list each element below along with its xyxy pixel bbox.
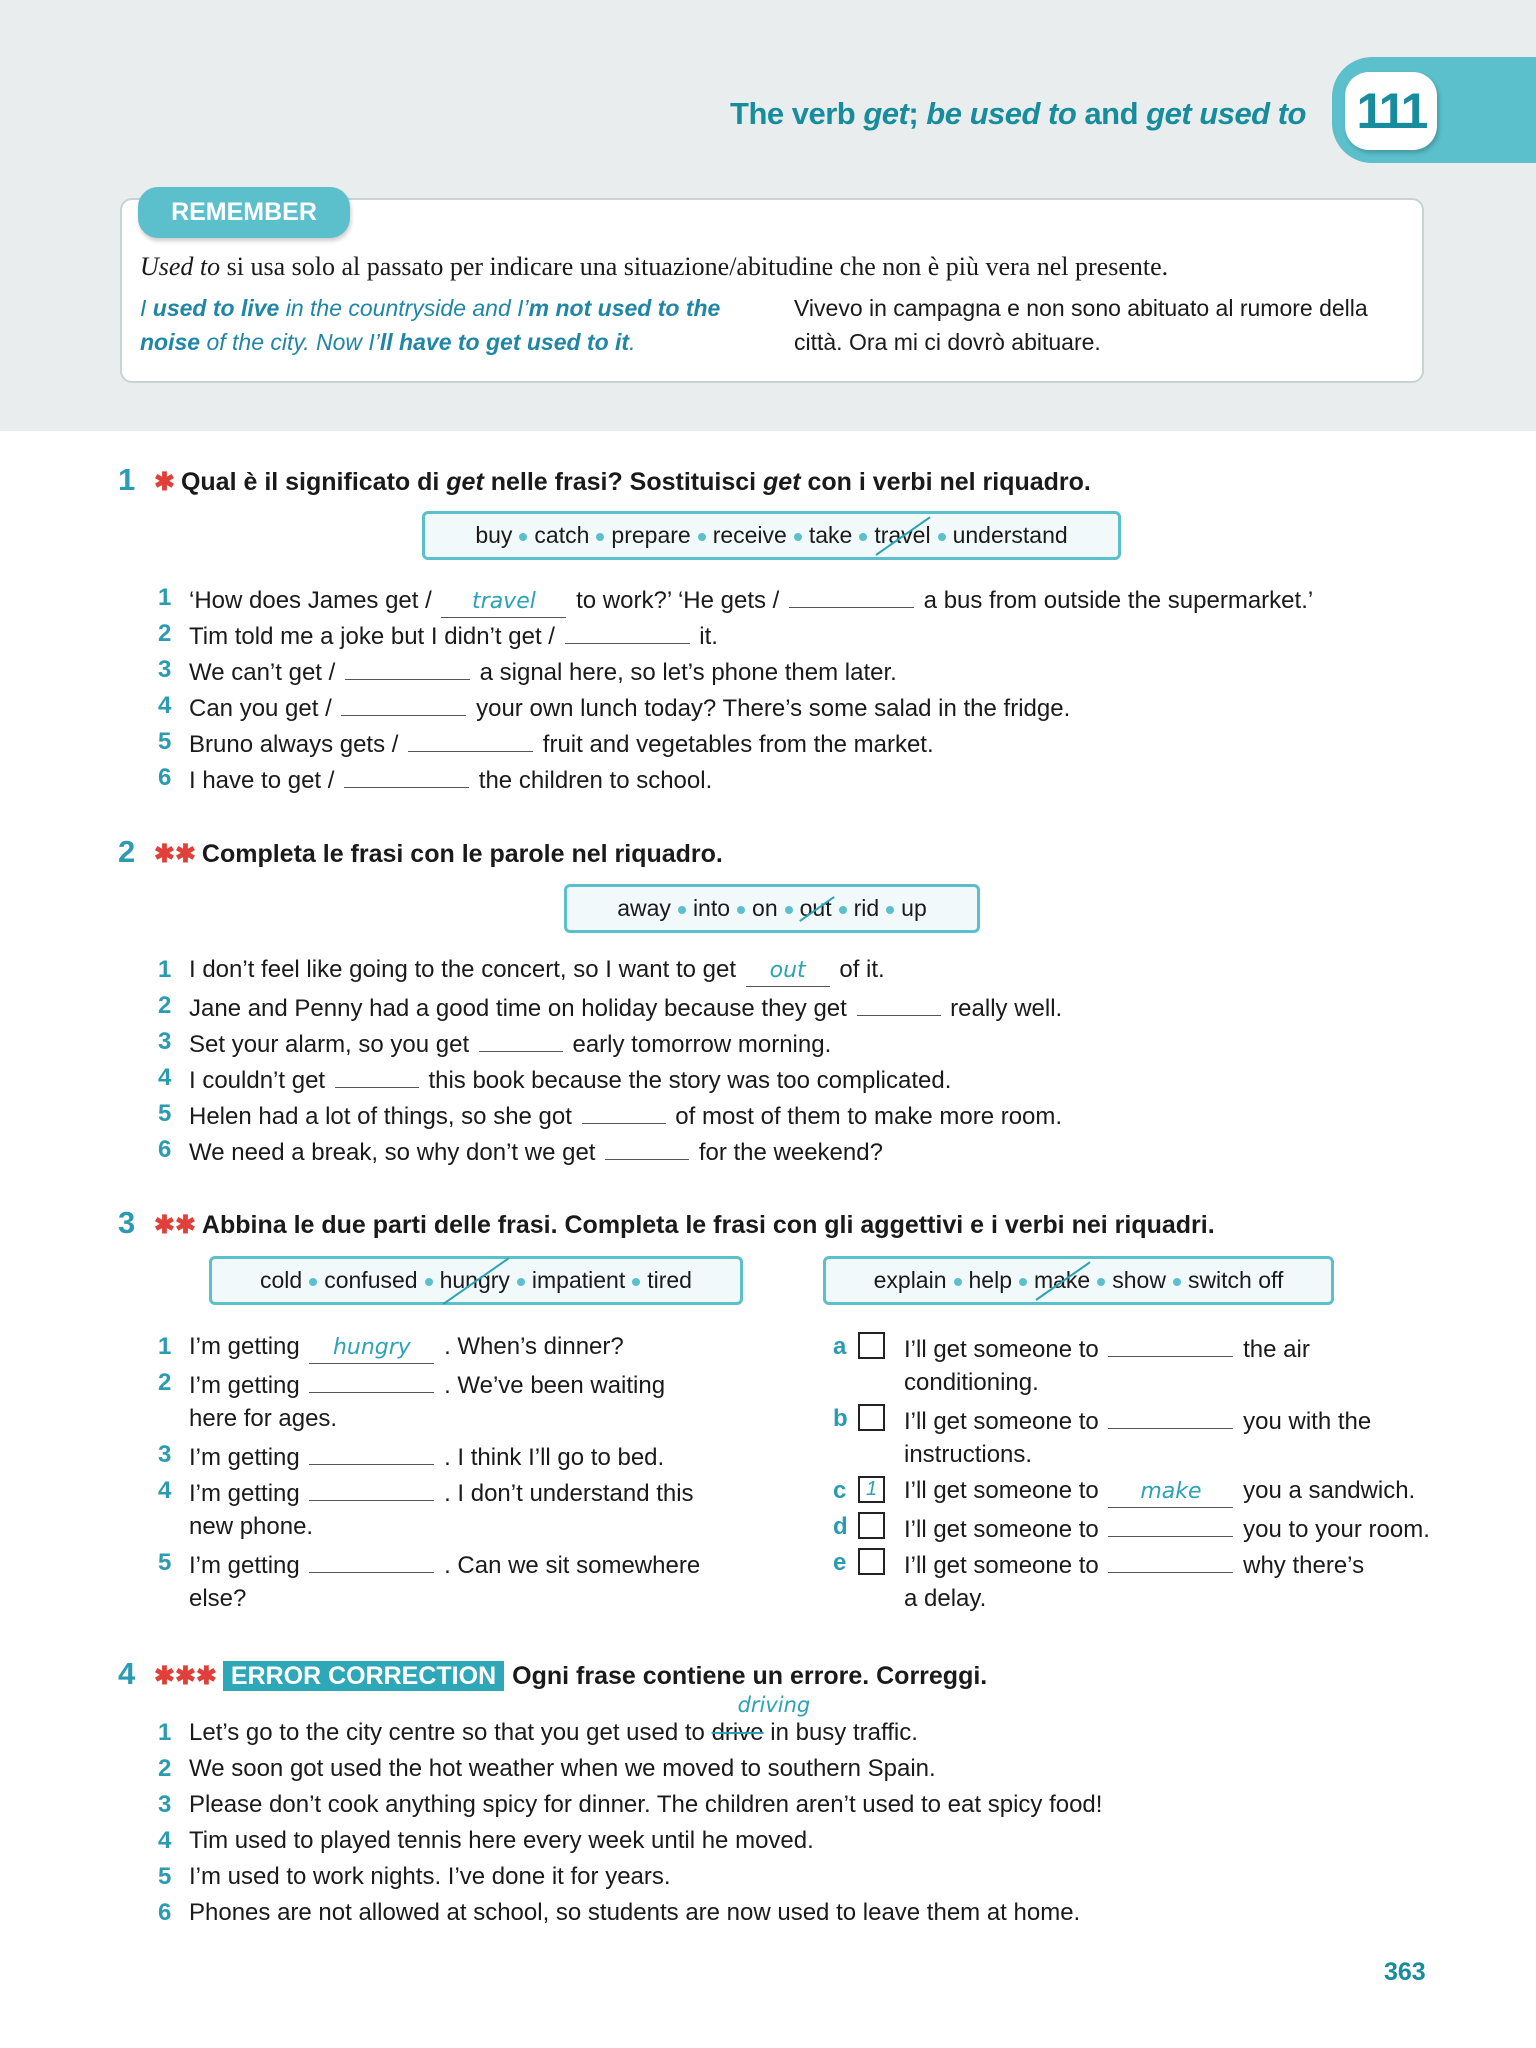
difficulty-stars: ✱✱ bbox=[154, 840, 196, 868]
answer-blank[interactable] bbox=[1108, 1547, 1233, 1573]
answer-blank[interactable] bbox=[1108, 1331, 1233, 1357]
item-number: 2 bbox=[158, 1755, 172, 1782]
item-number: 3 bbox=[158, 656, 172, 683]
rule-term: Used to bbox=[140, 252, 221, 281]
word: impatient bbox=[531, 1267, 626, 1293]
item-number: 2 bbox=[158, 620, 172, 647]
word: show bbox=[1112, 1267, 1166, 1293]
exercise-item bbox=[189, 1062, 951, 1097]
exercise-item bbox=[904, 1475, 1415, 1508]
item-text: We soon got used the hot weather when we moved to southern Spain. bbox=[189, 1755, 936, 1782]
word: up bbox=[901, 895, 927, 921]
word-box bbox=[422, 511, 1121, 560]
correction-wrap bbox=[711, 1693, 811, 1746]
error-correction-tag: ERROR CORRECTION bbox=[223, 1661, 504, 1691]
instruction-part: get bbox=[446, 468, 484, 496]
example-part: used to live bbox=[152, 295, 280, 321]
item-text: I’ll get someone to bbox=[904, 1336, 1099, 1363]
answer-blank[interactable] bbox=[344, 762, 469, 788]
bullet-dot-icon bbox=[859, 533, 867, 541]
word: into bbox=[692, 895, 731, 921]
word: tired bbox=[647, 1267, 692, 1293]
item-number: 4 bbox=[158, 692, 172, 719]
item-text: I have to get / bbox=[189, 767, 335, 794]
example-part: m not used to the noise bbox=[140, 295, 721, 355]
example-part: ll have to get used to it bbox=[379, 329, 630, 355]
item-text: Tim told me a joke but I didn’t get / bbox=[189, 623, 555, 650]
exercise-item bbox=[904, 1547, 1364, 1582]
item-text: Phones are not allowed at school, so students are now used to leave them at home. bbox=[189, 1899, 1081, 1926]
answer-blank[interactable] bbox=[479, 1026, 563, 1052]
item-continuation: here for ages. bbox=[189, 1405, 338, 1432]
item-number: 3 bbox=[158, 1791, 172, 1818]
exercise-item bbox=[189, 990, 1062, 1025]
rule-text: si usa solo al passato per indicare una situazione/abitudine che non è più vera nel presente. bbox=[220, 252, 1169, 281]
answer-blank[interactable]: hungry bbox=[309, 1338, 434, 1364]
exercise-item bbox=[189, 762, 712, 797]
word: confused bbox=[324, 1267, 418, 1293]
exercise-item bbox=[904, 1331, 1310, 1366]
item-text: why there’s bbox=[1243, 1552, 1365, 1579]
bullet-dot-icon bbox=[785, 906, 793, 914]
item-text: really well. bbox=[950, 995, 1063, 1022]
item-number: 5 bbox=[158, 728, 172, 755]
item-text: I’ll get someone to bbox=[904, 1408, 1099, 1435]
exercise-1-heading bbox=[118, 462, 1091, 498]
exercise-item bbox=[189, 1134, 883, 1169]
item-text: for the weekend? bbox=[698, 1139, 883, 1166]
exercise-item bbox=[189, 618, 718, 653]
exercise-item bbox=[904, 1403, 1371, 1438]
item-text: We can’t get / bbox=[189, 659, 336, 686]
item-text: fruit and vegetables from the market. bbox=[542, 731, 934, 758]
answer-blank[interactable] bbox=[309, 1475, 434, 1501]
bullet-dot-icon bbox=[954, 1278, 962, 1286]
word: prepare bbox=[611, 522, 691, 548]
item-text: Please don’t cook anything spicy for dinner. The children aren’t used to eat spicy food! bbox=[189, 1791, 1103, 1818]
exercise-item bbox=[189, 726, 934, 761]
exercise-2-heading bbox=[118, 834, 723, 870]
word: receive bbox=[712, 522, 787, 548]
item-number: 1 bbox=[158, 956, 172, 983]
item-continuation: instructions. bbox=[904, 1441, 1033, 1468]
bullet-dot-icon bbox=[309, 1278, 317, 1286]
bullet-dot-icon bbox=[794, 533, 802, 541]
bullet-dot-icon bbox=[938, 533, 946, 541]
answer-blank[interactable] bbox=[1108, 1511, 1233, 1537]
item-text: it. bbox=[699, 623, 718, 650]
item-number: 5 bbox=[158, 1549, 172, 1576]
difficulty-stars: ✱ bbox=[154, 468, 175, 496]
bullet-dot-icon bbox=[632, 1278, 640, 1286]
match-checkbox[interactable]: 1 bbox=[858, 1476, 885, 1503]
bullet-dot-icon bbox=[517, 1278, 525, 1286]
unit-number: 111 bbox=[1345, 72, 1437, 150]
example-part: I bbox=[140, 295, 153, 321]
item-number: 3 bbox=[158, 1028, 172, 1055]
exercise-item bbox=[189, 1789, 1102, 1821]
item-number: 4 bbox=[158, 1477, 172, 1504]
answer-blank[interactable] bbox=[341, 690, 466, 716]
word: rid bbox=[853, 895, 880, 921]
exercise-item bbox=[904, 1511, 1430, 1546]
exercise-item bbox=[189, 1825, 814, 1857]
exercise-number: 3 bbox=[118, 1205, 136, 1240]
answer-blank[interactable] bbox=[309, 1367, 434, 1393]
instruction-part: Abbina le due parti delle frasi. Completa le frasi con gli aggettivi e i verbi nei riquadri. bbox=[201, 1211, 1215, 1239]
bullet-dot-icon bbox=[1019, 1278, 1027, 1286]
item-text: I’m used to work nights. I’ve done it for years. bbox=[189, 1863, 671, 1890]
bullet-dot-icon bbox=[737, 906, 745, 914]
bullet-dot-icon bbox=[839, 906, 847, 914]
item-text: you to your room. bbox=[1243, 1516, 1430, 1543]
instruction-part: con i verbi nel riquadro. bbox=[800, 468, 1091, 496]
exercise-instruction bbox=[202, 1211, 1215, 1239]
item-number: 6 bbox=[158, 1136, 172, 1163]
item-number: e bbox=[833, 1549, 847, 1576]
item-text: you a sandwich. bbox=[1243, 1477, 1416, 1504]
item-text: the children to school. bbox=[478, 767, 713, 794]
exercise-item bbox=[189, 582, 1313, 618]
item-text: I don’t feel like going to the concert, so I want to get bbox=[189, 956, 736, 983]
item-text: a bus from outside the supermarket.’ bbox=[923, 587, 1314, 614]
item-text: Can you get / bbox=[189, 695, 332, 722]
item-continuation: conditioning. bbox=[904, 1369, 1039, 1396]
word-crossed: travel bbox=[874, 522, 931, 548]
instruction-part: Qual è il significato di bbox=[180, 468, 447, 496]
word-crossed: out bbox=[799, 895, 832, 921]
answer-blank[interactable] bbox=[789, 582, 914, 608]
item-text: Bruno always gets / bbox=[189, 731, 399, 758]
exercise-item bbox=[189, 1331, 624, 1364]
item-text: I’m getting bbox=[189, 1372, 300, 1399]
item-continuation: a delay. bbox=[904, 1585, 987, 1612]
exercise-number: 4 bbox=[118, 1656, 136, 1691]
exercise-item bbox=[189, 1861, 671, 1893]
title-part: and bbox=[1076, 96, 1147, 131]
answer-blank[interactable]: out bbox=[746, 961, 830, 987]
item-number: 4 bbox=[158, 1064, 172, 1091]
word: explain bbox=[873, 1267, 947, 1293]
item-text: Set your alarm, so you get bbox=[189, 1031, 470, 1058]
item-text: I’ll get someone to bbox=[904, 1552, 1099, 1579]
title-part: ; bbox=[908, 96, 927, 131]
answer-blank[interactable]: make bbox=[1108, 1482, 1233, 1508]
item-text: I’m getting bbox=[189, 1333, 300, 1360]
item-text: Jane and Penny had a good time on holiday because they get bbox=[189, 995, 847, 1022]
item-text: I’ll get someone to bbox=[904, 1516, 1099, 1543]
item-text: the air bbox=[1243, 1336, 1310, 1363]
match-checkbox[interactable] bbox=[858, 1512, 885, 1539]
item-continuation: else? bbox=[189, 1585, 247, 1612]
exercise-item bbox=[189, 1367, 665, 1402]
item-number: 2 bbox=[158, 992, 172, 1019]
word: buy bbox=[475, 522, 513, 548]
instruction-part: Completa le frasi con le parole nel riquadro. bbox=[201, 840, 723, 868]
item-text: early tomorrow morning. bbox=[572, 1031, 832, 1058]
item-text: this book because the story was too complicated. bbox=[428, 1067, 952, 1094]
item-number: 4 bbox=[158, 1827, 172, 1854]
item-number: d bbox=[833, 1513, 848, 1540]
item-text: . I think I’ll go to bed. bbox=[444, 1444, 665, 1471]
answer-blank[interactable] bbox=[335, 1062, 419, 1088]
bullet-dot-icon bbox=[519, 533, 527, 541]
item-number: c bbox=[833, 1477, 847, 1504]
item-number: 6 bbox=[158, 1899, 172, 1926]
item-text: I couldn’t get bbox=[189, 1067, 326, 1094]
exercise-item bbox=[189, 1693, 918, 1749]
item-text: your own lunch today? There’s some salad in the fridge. bbox=[476, 695, 1071, 722]
item-number: 1 bbox=[158, 584, 172, 611]
example-part: . bbox=[629, 329, 636, 355]
answer-blank[interactable] bbox=[605, 1134, 689, 1160]
answer-blank[interactable] bbox=[309, 1439, 434, 1465]
item-text: Tim used to played tennis here every week until he moved. bbox=[189, 1827, 814, 1854]
answer-blank[interactable] bbox=[857, 990, 941, 1016]
instruction-part: Ogni frase contiene un errore. Correggi. bbox=[512, 1662, 988, 1690]
exercise-item bbox=[189, 1098, 1062, 1133]
match-checkbox[interactable] bbox=[858, 1404, 885, 1431]
match-checkbox[interactable] bbox=[858, 1332, 885, 1359]
item-number: a bbox=[833, 1333, 847, 1360]
item-text: I’m getting bbox=[189, 1552, 300, 1579]
unit-title bbox=[730, 96, 1306, 132]
bullet-dot-icon bbox=[698, 533, 706, 541]
remember-badge: REMEMBER bbox=[138, 187, 350, 238]
exercise-item bbox=[189, 1026, 831, 1061]
item-text: . I don’t understand this bbox=[444, 1480, 694, 1507]
exercise-item bbox=[189, 690, 1070, 725]
word: on bbox=[752, 895, 778, 921]
word-crossed: make bbox=[1033, 1267, 1091, 1293]
answer-blank[interactable] bbox=[408, 726, 533, 752]
title-part: get bbox=[863, 96, 909, 131]
exercise-number: 2 bbox=[118, 834, 136, 869]
word-box bbox=[564, 884, 980, 933]
item-text: I’ll get someone to bbox=[904, 1477, 1099, 1504]
exercise-item bbox=[189, 1753, 936, 1785]
item-number: 2 bbox=[158, 1369, 172, 1396]
item-text: to work?’ ‘He gets / bbox=[576, 587, 780, 614]
word-box bbox=[823, 1256, 1334, 1305]
item-number: 1 bbox=[158, 1333, 172, 1360]
bullet-dot-icon bbox=[678, 906, 686, 914]
error-word: drive bbox=[711, 1719, 764, 1746]
bullet-dot-icon bbox=[596, 533, 604, 541]
correction-text: driving bbox=[737, 1693, 811, 1717]
word: take bbox=[808, 522, 853, 548]
instruction-part: nelle frasi? Sostituisci bbox=[483, 468, 764, 496]
word: switch off bbox=[1187, 1267, 1284, 1293]
answer-blank[interactable] bbox=[582, 1098, 666, 1124]
exercise-instruction bbox=[512, 1662, 987, 1690]
exercise-4-heading bbox=[118, 1656, 987, 1692]
word: away bbox=[617, 895, 671, 921]
page-number: 363 bbox=[1384, 1958, 1426, 1986]
exercise-item bbox=[189, 654, 897, 689]
match-checkbox[interactable] bbox=[858, 1548, 885, 1575]
word: catch bbox=[534, 522, 590, 548]
word: cold bbox=[260, 1267, 303, 1293]
word-box bbox=[209, 1256, 743, 1305]
example-english bbox=[140, 291, 740, 359]
answer-blank[interactable] bbox=[309, 1547, 434, 1573]
item-text: ‘How does James get / bbox=[189, 587, 432, 614]
exercise-item bbox=[189, 1439, 664, 1474]
item-number: 1 bbox=[158, 1719, 172, 1746]
difficulty-stars: ✱✱✱ bbox=[154, 1662, 217, 1690]
answer-blank[interactable] bbox=[345, 654, 470, 680]
word: help bbox=[968, 1267, 1012, 1293]
difficulty-stars: ✱✱ bbox=[154, 1211, 196, 1239]
item-number: 6 bbox=[158, 764, 172, 791]
item-text: a signal here, so let’s phone them later. bbox=[479, 659, 897, 686]
exercise-instruction bbox=[181, 468, 1091, 496]
item-text: I’m getting bbox=[189, 1444, 300, 1471]
item-text: Helen had a lot of things, so she got bbox=[189, 1103, 572, 1130]
title-part: get used to bbox=[1146, 96, 1306, 131]
bullet-dot-icon bbox=[425, 1278, 433, 1286]
bullet-dot-icon bbox=[1173, 1278, 1181, 1286]
title-part: be used to bbox=[926, 96, 1077, 131]
exercise-item bbox=[189, 1547, 700, 1582]
bullet-dot-icon bbox=[1097, 1278, 1105, 1286]
item-number: 3 bbox=[158, 1441, 172, 1468]
remember-rule bbox=[140, 252, 1168, 282]
instruction-part: get bbox=[763, 468, 801, 496]
example-part: in the countryside and I’ bbox=[279, 295, 529, 321]
item-text: I’m getting bbox=[189, 1480, 300, 1507]
answer-blank[interactable] bbox=[1108, 1403, 1233, 1429]
item-text: in busy traffic. bbox=[770, 1719, 918, 1746]
example-italian: Vivevo in campagna e non sono abituato al rumore della città. Ora mi ci dovrò abituare. bbox=[794, 295, 1368, 355]
item-text: . Can we sit somewhere bbox=[444, 1552, 701, 1579]
item-text: . We’ve been waiting bbox=[444, 1372, 666, 1399]
exercise-number: 1 bbox=[118, 462, 136, 497]
item-number: 5 bbox=[158, 1100, 172, 1127]
item-text: Let’s go to the city centre so that you get used to bbox=[189, 1719, 705, 1746]
item-text: . When’s dinner? bbox=[444, 1333, 624, 1360]
item-number: b bbox=[833, 1405, 848, 1432]
item-continuation: new phone. bbox=[189, 1513, 314, 1540]
answer-blank[interactable]: travel bbox=[441, 592, 566, 618]
item-text: you with the bbox=[1243, 1408, 1372, 1435]
item-text: of it. bbox=[839, 956, 885, 983]
word: understand bbox=[952, 522, 1068, 548]
item-number: 5 bbox=[158, 1863, 172, 1890]
answer-blank[interactable] bbox=[565, 618, 690, 644]
exercise-instruction bbox=[202, 840, 723, 868]
word-crossed: hungry bbox=[439, 1267, 510, 1293]
item-text: We need a break, so why don’t we get bbox=[189, 1139, 596, 1166]
exercise-item bbox=[189, 954, 885, 987]
exercise-item bbox=[189, 1897, 1080, 1929]
example-part: of the city. Now I’ bbox=[200, 329, 380, 355]
bullet-dot-icon bbox=[886, 906, 894, 914]
exercise-item bbox=[189, 1475, 694, 1510]
title-part: The verb bbox=[730, 96, 864, 131]
item-text: of most of them to make more room. bbox=[675, 1103, 1063, 1130]
exercise-3-heading bbox=[118, 1205, 1215, 1241]
